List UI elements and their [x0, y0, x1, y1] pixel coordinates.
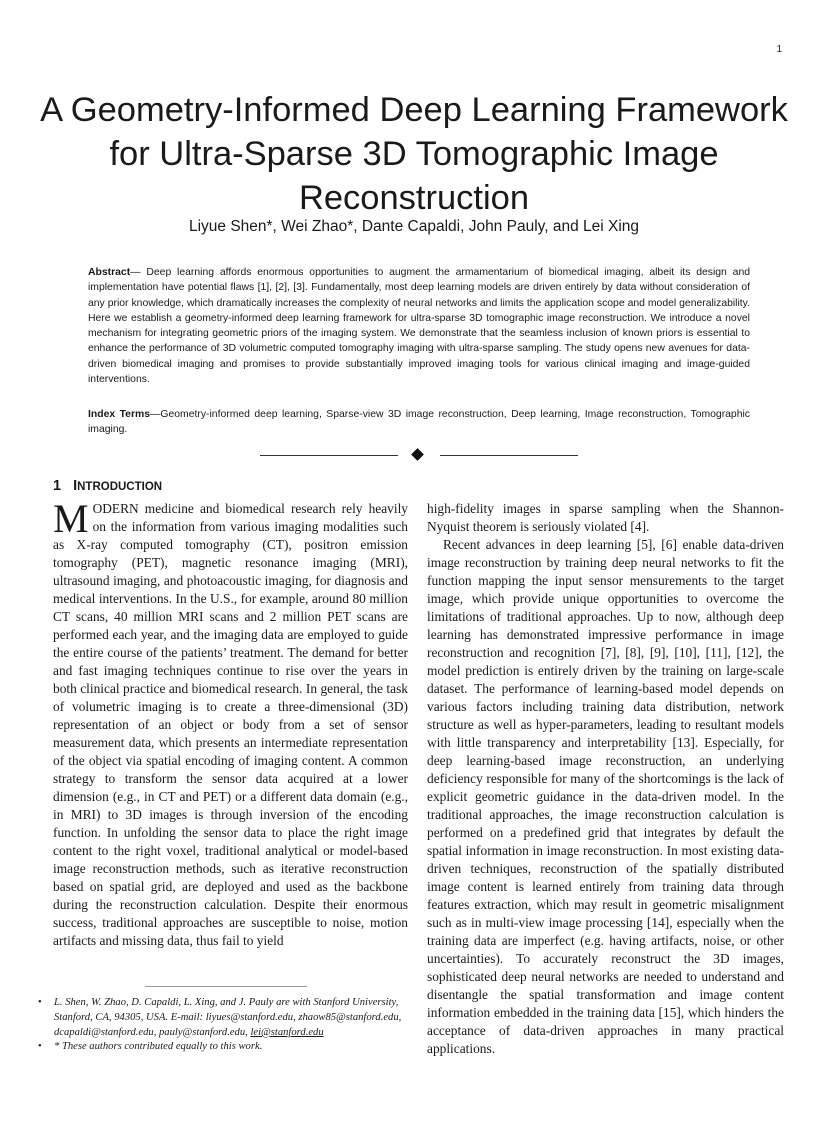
left-column	[53, 496, 408, 950]
section-separator	[260, 448, 578, 462]
section-title-initial: I	[73, 478, 78, 494]
index-terms-text: —Geometry-informed deep learning, Sparse-view 3D image reconstruction, Deep learning, Image reconstruction, Tomographic imaging.	[88, 409, 750, 436]
footnote-rule	[145, 986, 307, 987]
paragraph-1-text: medicine and biomedical research rely heavily on the information from various imaging modalities such as X-ray computed tomography (CT), positron emission tomography (PET), magnetic resonance imaging (MRI), ultrasound imaging, and photoacoustic imaging, for diagnosis and medical interventions. In the U.S., for example, around 80 million CT scans, 40 million MRI scans and 2 million PET scans are performed each year, and the imaging data are employed to guide the entire course of the patients’ treatment. The demand for better and fast imaging techniques continue to rise over the years in both clinical practice and biomedical research. In general, the task of volumetric imaging is to create a three-dimensional (3D) representation of an object or body from a set of sensor measurement data, which presents an intermediate representation of the object via spatial encoding of imaging content. A common strategy to transform the sensor data acquired at a lower dimension (e.g., in CT and PET) or a different data domain (e.g., in MRI) to 3D images is through inversion of the encoding function. In unfolding the sensor data to place the right image content to the right voxel, traditional analytical or model-based image reconstruction methods, such as iterative reconstruction based on spatial grid, are deployed and used as the backbone during the reconstruction calculation. Despite their enormous success, traditional approaches are susceptible to noise, motion artifacts and missing data, thus fail to yield	[53, 501, 408, 948]
diamond-icon	[411, 448, 424, 461]
first-word-rest: ODERN	[92, 501, 139, 516]
page-number: 1	[776, 44, 782, 55]
drop-cap: M	[53, 496, 89, 541]
abstract-dash: —	[130, 267, 147, 278]
abstract-text: Deep learning affords enormous opportunities to augment the armamentarium of biomedical imaging, albeit its design and implementation have potential flaws [1], [2], [3]. Fundamentally, most deep learning models are driven entirely by data without consideration of any prior knowledge, which dramatically increases the complexity of neural networks and limits the application scope and model generalizability. Here we establish a geometry-informed deep learning framework for ultra-sparse 3D tomographic image reconstruction. We introduce a novel mechanism for integrating geometric priors of the imaging system. We demonstrate that the seamless inclusion of known priors is essential to enhance the performance of 3D volumetric computed tomography imaging with ultra-sparse sampling. The study opens new avenues for data-driven biomedical imaging and promises to provide substantially improved imaging tools for various clinical imaging and image-guided interventions.	[88, 267, 751, 386]
abstract	[88, 265, 750, 387]
email-link[interactable]: lei@stanford.edu	[250, 1026, 324, 1038]
footnote-affiliation	[36, 996, 408, 1040]
paragraph-1	[53, 496, 408, 950]
right-column	[427, 500, 784, 1058]
section-title-rest: NTRODUCTION	[77, 481, 163, 493]
footnote-equal-contribution: • * These authors contributed equally to this work.	[36, 1040, 408, 1055]
index-terms-label: Index Terms	[88, 409, 151, 420]
abstract-label: Abstract	[88, 267, 131, 278]
author-list: Liyue Shen*, Wei Zhao*, Dante Capaldi, John Pauly, and Lei Xing	[188, 218, 640, 235]
paragraph-1-continued: high-fidelity images in sparse sampling when the Shannon-Nyquist theorem is seriously violated [4].	[427, 501, 784, 534]
separator-line-left	[260, 455, 398, 456]
index-terms	[88, 407, 750, 438]
section-number: 1	[53, 478, 62, 494]
paragraph-2: Recent advances in deep learning [5], [6] enable data-driven image reconstruction by training deep neural networks to fit the function mapping the input sensor mensurements to the target image, which provide unique opportunities to overcome the limitations of traditional approaches. Up to now, although deep learning has demonstrated impressive performance in image reconstruction and recognition [7], [8], [9], [10], [11], [12], the model prediction is entirely driven by the training on large-scale dataset. The performance of learning-based model depends on various factors including training data distribution, network structure as well as hyper-parameters, leading to resultant models with little transparency and interpretability [13]. Especially, for deep learning-based image reconstruction, an underlying deficiency responsible for many of the shortcomings is the lack of explicit geometric guidance in the data-driven model. In the traditional approaches, the image reconstruction calculation is performed on a predefined grid that integrates by default the spatial information in image reconstruction. In most existing data-driven techniques, reconstruction of the spatially distributed image content is learned entirely from training data through features extraction, which may result in geometric misalignment such as in multi-view image processing [14], especially when the training data are imperfect (e.g. having artifacts, noise, or other uncertainties). To accurately reconstruct the 3D images, sophisticated deep neural networks are needed to understand and disentangle the spatial transformation and image content information embedded in the training data [15], which hinders the acceptance of data-driven approaches in many practical applications.	[427, 537, 784, 1056]
separator-line-right	[440, 455, 578, 456]
section-heading	[53, 478, 162, 494]
footnotes	[36, 996, 408, 1055]
footnote-affiliation-text: L. Shen, W. Zhao, D. Capaldi, L. Xing, and J. Pauly are with Stanford University, Stanford, CA, 94305, USA. E-mail: liyues@stanford.edu, zhaow85@stanford.edu, dcapaldi@stanford.edu, pauly@stanford.edu,	[54, 997, 402, 1038]
paper-title: A Geometry-Informed Deep Learning Framework for Ultra-Sparse 3D Tomographic Image Reconstruction	[40, 91, 788, 217]
